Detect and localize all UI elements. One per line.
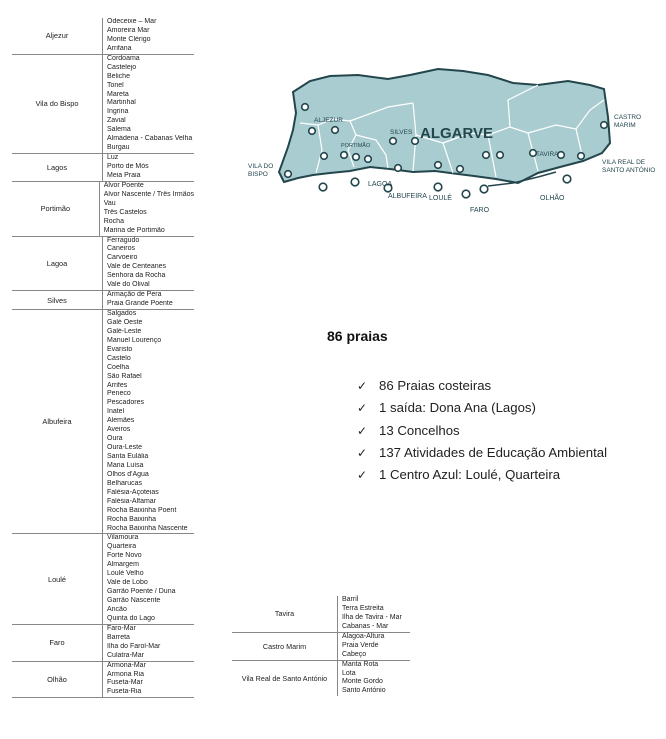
map-label-lagoa: LAGOA [368,181,393,188]
municipality-name: Olhão [12,662,103,698]
algarve-map-graphic [238,55,666,225]
summary-item-text: 86 Praias costeiras [379,378,492,393]
beach-name: Santa Eulália [107,453,149,460]
beach-name: Peneco [107,390,131,398]
map-label-aljezur: ALJEZUR [314,117,343,124]
beach-name: Castelo [107,354,131,362]
beach-name: Lota [342,669,356,677]
municipality-name: Vila Real de Santo António [232,661,338,697]
beach-name: Ingrina [107,108,129,116]
beach-list [103,291,194,309]
beach-name: Alemães [107,417,135,425]
beach-name: Três Castelos [103,208,147,216]
beach-name: Rocha Baixinha Poent [107,506,177,514]
summary-checklist [357,375,607,486]
municipality-name: Portimão [12,182,100,236]
beach-name: Faro-Mar [107,624,136,632]
beach-name: Marina de Portimão [103,226,165,234]
beach-name: Forte Novo [107,552,142,560]
beach-name: Garrão Nascente [107,597,161,604]
checkmark-icon: ✓ [357,468,368,483]
municipality-row [12,534,194,624]
beach-name: Ilha do Farol-Mar [107,642,161,650]
map-label-vila-do-bispo-2: BISPO [248,171,268,178]
map-label-castro-marim-2: MARIM [614,122,636,129]
map-label-loule: LOULÉ [429,195,452,202]
beach-name: Falésia-Açoteias [107,488,159,496]
summary-item [357,397,607,419]
map-label-portimao: PORTIMÃO [341,143,371,149]
beach-name: Praia Verde [342,641,379,649]
summary-item-text: 137 Atividades de Educação Ambiental [379,444,608,460]
beach-name: Inatel [107,408,125,416]
municipality-row [12,55,194,154]
beach-list [338,633,410,660]
beach-name: São Rafael [107,372,142,380]
beach-name: Alvor Nascente / Três Irmãos [103,190,194,198]
map-label-silves: SILVES [390,129,413,136]
beach-name: Terra Estreita [342,604,384,612]
beach-name: Armona Ria [107,670,144,678]
municipality-name: Albufeira [12,310,103,533]
beach-name: Monte Clérigo [107,35,151,43]
checkmark-icon: ✓ [357,401,368,416]
beach-name: Ferragudo [107,236,140,244]
beach-name: Amoreira Mar [107,26,150,34]
beach-name: Caneiros [107,245,136,253]
beach-name: Almádena - Cabanas Velha [107,135,193,143]
beach-name: Odeceixe – Mar [107,18,157,25]
map-label-tavira: TAVIRA [536,151,559,158]
summary-item [357,420,607,442]
beach-name: Ancão [107,605,127,613]
checkmark-icon: ✓ [357,423,368,438]
algarve-map [238,55,666,225]
beach-name: Salema [107,126,131,134]
map-label-olhao: OLHÃO [540,195,565,202]
beach-name: Maria Luísa [107,461,144,469]
beach-name: Fuseta-Ria [107,688,142,696]
municipality-name: Tavira [232,596,338,632]
beach-name: Vau [103,199,116,207]
beach-name: Carvoeiro [107,254,138,262]
beach-name: Alagoa-Altura [342,632,385,640]
map-region-label: ALGARVE [420,125,494,142]
map-label-vila-do-bispo: VILA DO [248,163,274,170]
beach-name: Manuel Lourenço [107,336,162,344]
beach-name: Cabeço [342,650,367,658]
beach-name: Vilamoura [107,534,139,542]
beach-name: Barril [342,596,359,603]
beach-name: Evaristo [107,345,133,353]
municipality-name: Aljezur [12,18,103,54]
beach-name: Alvor Poente [103,181,144,189]
municipality-row [12,291,194,310]
municipality-row [12,625,194,662]
beach-list [103,154,194,181]
municipality-name: Faro [12,625,103,661]
beach-name: Porto de Mós [107,163,149,170]
beach-list [103,55,194,153]
beach-name: Galé-Leste [107,327,142,335]
municipality-row [12,237,194,292]
beach-list [103,237,194,291]
summary-item [357,464,607,486]
beach-list [100,182,194,236]
beach-name: Rocha Baixinha Nascente [107,524,188,532]
municipality-row [12,182,194,237]
beach-name: Belharucas [107,479,143,487]
summary-item-text: 13 Concelhos [379,422,460,438]
municipality-name: Vila do Bispo [12,55,103,153]
beaches-by-municipality-table [12,18,194,698]
beach-name: Cordoama [107,54,140,62]
beach-name: Rocha [103,217,124,225]
municipality-name: Loulé [12,534,103,623]
municipality-name: Lagoa [12,237,103,291]
beach-name: Zavial [107,117,126,125]
beach-name: Fuseta-Mar [107,679,143,687]
municipality-row [232,661,410,697]
beach-name: Castelejo [107,63,137,71]
summary-item-text: 1 Centro Azul: Loulé, Quarteira [379,467,561,483]
summary-item [357,375,607,397]
municipality-row [12,18,194,55]
beach-name: Monte Gordo [342,678,383,686]
beach-name: Oura-Leste [107,444,143,452]
beach-name: Burgau [107,144,130,152]
beach-name: Coelha [107,363,130,371]
beach-name: Pescadores [107,399,144,407]
beach-name: Culatra-Mar [107,651,144,659]
beach-name: Santo António [342,687,386,695]
beach-list [103,625,194,661]
beach-name: Martinhal [107,99,136,107]
map-label-vila-real-2: SANTO ANTÓNIO [602,167,656,174]
beach-name: Almargem [107,561,139,569]
beach-name: Quinta do Lago [107,614,155,622]
checkmark-icon: ✓ [357,445,368,460]
beach-list [338,661,410,697]
municipality-row [12,310,194,534]
beach-name: Mareta [107,90,129,98]
municipality-row [232,633,410,661]
beach-name: Tonel [107,81,124,89]
beach-name: Arrifes [107,381,128,389]
municipality-name: Lagos [12,154,103,181]
beach-name: Ilha de Tavira - Mar [342,613,402,621]
beach-name: Luz [107,154,119,162]
beach-name: Garrão Poente / Duna [107,588,176,596]
beach-name: Senhora da Rocha [107,272,166,280]
municipality-row [12,154,194,182]
municipality-name: Castro Marim [232,633,338,660]
beach-name: Olhos d'Água [107,470,149,478]
beach-name: Manta Rota [342,660,379,668]
map-label-albufeira: ALBUFEIRA [388,193,427,200]
beach-list [103,662,194,698]
beach-name: Armação de Pera [107,291,162,299]
beach-name: Vale de Lobo [107,579,148,587]
municipality-name: Silves [12,291,103,309]
beach-name: Armona-Mar [107,661,146,669]
beach-name: Loulé Velho [107,570,144,578]
summary-title: 86 praias [327,328,388,344]
beach-name: Praia Grande Poente [107,300,173,308]
map-label-castro-marim: CASTRO [614,114,642,121]
map-label-faro: FARO [470,207,490,214]
beach-name: Salgados [107,310,137,317]
beach-name: Arrifana [107,44,132,52]
beach-name: Falésia-Alfamar [107,497,157,505]
beach-name: Vale de Centeanes [107,263,167,271]
beach-list [103,534,194,623]
beach-name: Vale do Olival [107,281,150,289]
beach-name: Aveiros [107,426,131,434]
summary-item-text: 1 saída: Dona Ana (Lagos) [379,400,536,416]
checkmark-icon: ✓ [357,379,368,393]
municipality-row [232,596,410,633]
beach-name: Cabanas - Mar [342,622,389,630]
beach-name: Meia Praia [107,171,141,179]
beach-list [103,310,194,533]
municipality-row [12,662,194,699]
summary-item [357,442,607,464]
beach-name: Quarteira [107,543,137,551]
beach-name: Rocha Baixinha [107,515,157,523]
beach-name: Beliche [107,72,130,80]
map-label-vila-real: VILA REAL DE [602,159,646,166]
beach-list [103,18,194,54]
beach-list [338,596,410,632]
beach-name: Oura [107,435,123,443]
beach-name: Barreta [107,633,130,641]
eastern-municipalities-table [232,596,410,696]
beach-name: Galé Oeste [107,318,143,326]
